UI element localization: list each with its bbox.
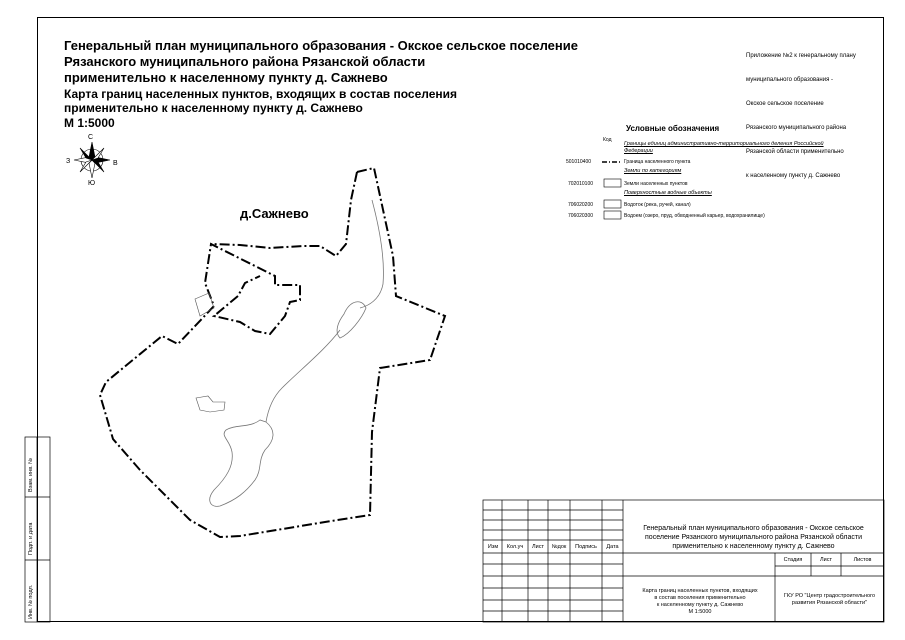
stamp-col-header: Подпись xyxy=(575,544,597,550)
stamp-col-header: Кол.уч xyxy=(506,544,524,550)
map-scale: М 1:5000 xyxy=(64,116,115,130)
legend-item-code: 706020300 xyxy=(568,213,594,219)
legend-code-header: Код xyxy=(603,137,612,143)
legend-item-code: 501010400 xyxy=(566,159,592,165)
legend-symbols xyxy=(602,162,621,219)
organization-name: ГКУ РО "Центр градостроительного развития Рязанской области" xyxy=(783,593,876,606)
legend-section-land: Земли по категориям xyxy=(624,168,682,174)
side-label: Взам. инв. № xyxy=(28,457,34,492)
legend-item-label: Земли населенных пунктов xyxy=(624,181,688,187)
compass-south-label: Ю xyxy=(88,180,96,187)
legend-item-code: 702010100 xyxy=(568,181,594,187)
stage-header: Стадия xyxy=(783,557,803,563)
settlement-boundary xyxy=(100,168,445,537)
settlement-label: д.Сажнево xyxy=(240,206,309,221)
stamp-col-header: Дата xyxy=(606,544,619,550)
project-title: Генеральный план муниципального образования - Окское сельское поселение Рязанского муниципального района Рязанской области применительно к населенному пункту д. Сажнево xyxy=(643,525,864,550)
side-label: Инв. № подл. xyxy=(28,584,34,619)
legend-item-code: 706020200 xyxy=(568,202,594,208)
compass-east-label: В xyxy=(113,160,118,167)
sheets-header: Листов xyxy=(853,557,872,563)
stamp-col-header: №док xyxy=(551,544,567,550)
stamp-col-header: Лист xyxy=(532,544,544,550)
map-subtitle: Карта границ населенных пунктов, входящих в состав поселения применительно к населенному пункту д. Сажнево xyxy=(64,87,458,115)
legend-title: Условные обозначения xyxy=(626,124,720,133)
legend-item-label: Водоток (река, ручей, канал) xyxy=(624,202,691,208)
compass-rose-icon xyxy=(74,142,110,178)
legend-item-label: Граница населенного пункта xyxy=(624,159,691,165)
legend-section-boundaries: Границы единиц административно-территориального деления Российской Федерации xyxy=(624,141,824,154)
stamp-col-header: Изм xyxy=(487,544,499,550)
appendix-note: Приложение №2 к генеральному плану муниципального образования - Окское сельское поселение Рязанского муниципального района Рязанской области применительно к населенному пункту д. Сажнево xyxy=(746,53,856,179)
sheet-title: Карта границ населенных пунктов, входящих в состав поселения применительно к населенному пункту д. Сажнево М 1:5000 xyxy=(642,588,758,615)
map-title: Генеральный план муниципального образования - Окское сельское поселение Рязанского муниципального района Рязанской области применительно к населенному пункту д. Сажнево xyxy=(64,38,578,85)
compass-north-label: С xyxy=(88,134,94,141)
legend-section-water: Поверхностные водные объекты xyxy=(624,190,712,196)
side-label: Подп. и дата xyxy=(28,522,34,555)
compass-west-label: З xyxy=(66,158,71,165)
sheet-header: Лист xyxy=(820,557,832,563)
legend-item-label: Водоем (озеро, пруд, обводненный карьер, водохранилище) xyxy=(624,213,765,219)
